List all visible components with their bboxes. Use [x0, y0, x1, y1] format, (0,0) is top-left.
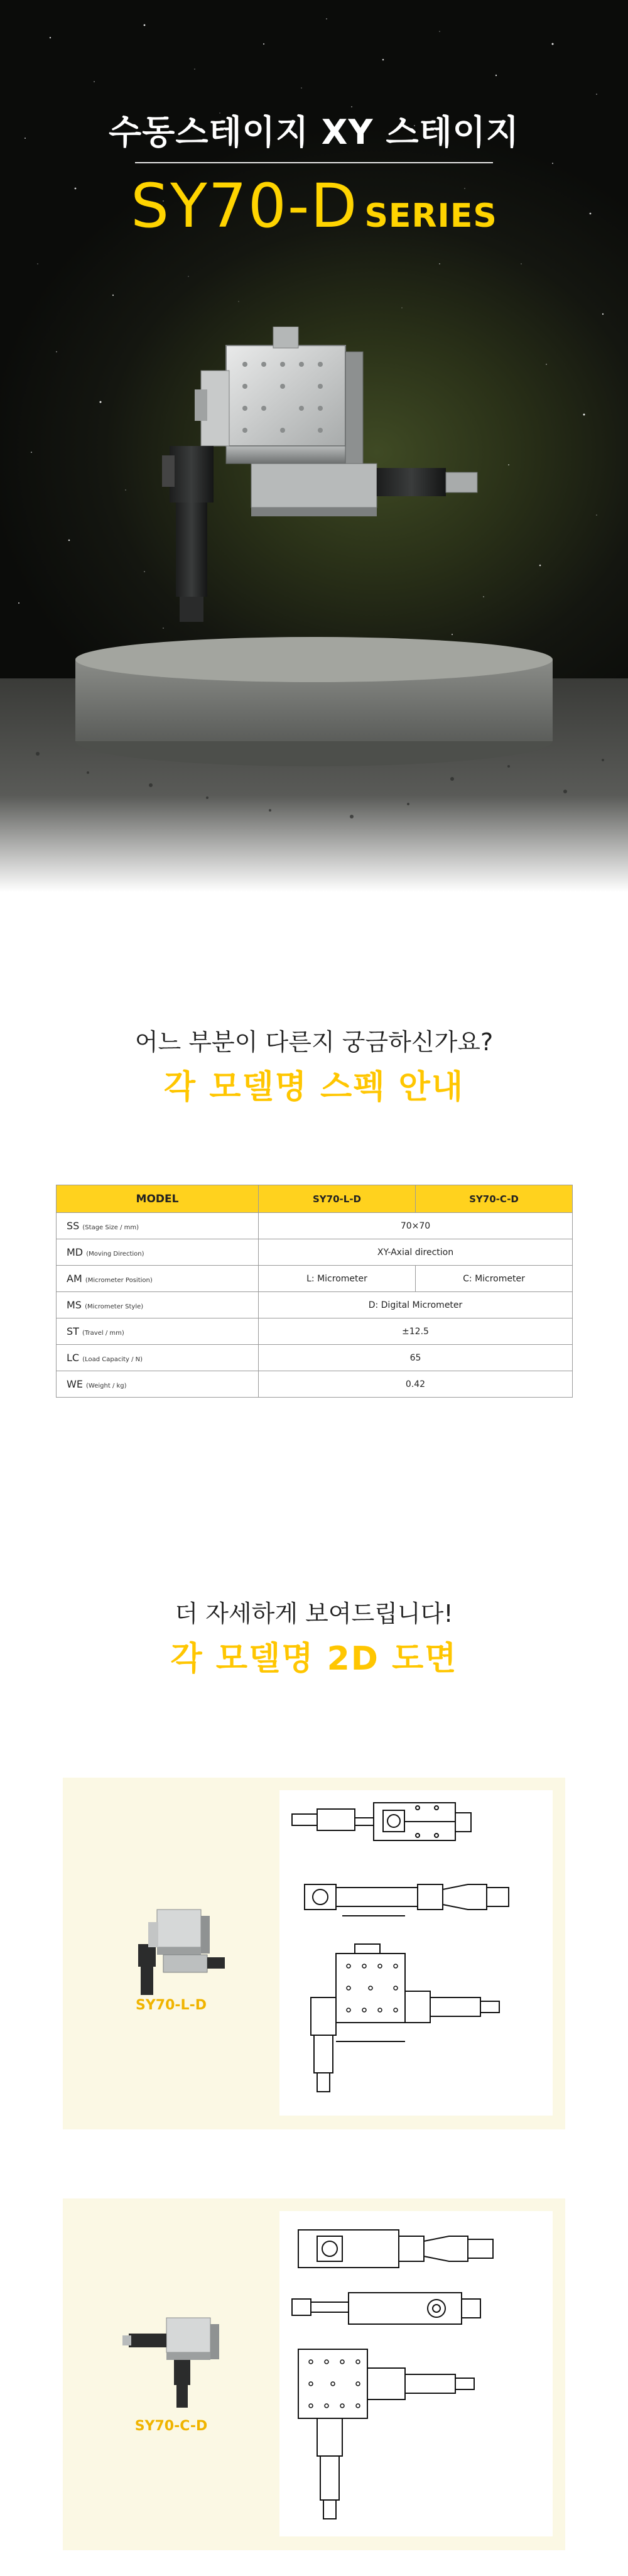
card-label: SY70-L-D — [136, 1997, 207, 2013]
drawing-section-question: 더 자세하게 보여드립니다! — [175, 1600, 453, 1628]
spec-code: SS — [67, 1220, 80, 1232]
spec-code: ST — [67, 1325, 79, 1337]
spec-header-sy70-c-d: SY70-C-D — [416, 1185, 573, 1213]
product-thumbnail-sy70-l-d — [126, 1903, 226, 1997]
spec-value: ±12.5 — [259, 1318, 573, 1345]
spec-desc: (Micrometer Style) — [85, 1303, 144, 1310]
spec-label — [57, 1345, 259, 1371]
table-row — [57, 1239, 573, 1266]
spec-value: 70×70 — [259, 1213, 573, 1239]
spec-label — [57, 1266, 259, 1292]
spec-section-heading: 각 모델명 스펙 안내 — [163, 1068, 465, 1106]
drawing-card-sy70-l-d — [63, 1778, 565, 2129]
hero-title-model: SY70-D — [131, 171, 359, 241]
table-row — [57, 1371, 573, 1398]
spec-desc: (Stage Size / mm) — [82, 1224, 139, 1231]
hero-banner — [0, 0, 628, 892]
spec-code: WE — [67, 1378, 83, 1390]
spec-desc: (Moving Direction) — [86, 1251, 144, 1258]
2d-drawing-sy70-c-d — [279, 2211, 553, 2536]
spec-code: AM — [67, 1273, 82, 1285]
product-thumbnail-sy70-c-d — [122, 2299, 229, 2412]
spec-desc: (Weight / kg) — [86, 1383, 127, 1389]
spec-label — [57, 1318, 259, 1345]
card-label: SY70-C-D — [134, 2418, 208, 2434]
spec-value: 0.42 — [259, 1371, 573, 1398]
hero-title-series: SERIES — [364, 197, 497, 235]
spec-code: LC — [67, 1352, 80, 1364]
spec-desc: (Load Capacity / N) — [82, 1356, 143, 1363]
xy-stage-product-image — [157, 327, 484, 641]
2d-drawing-sy70-l-d — [279, 1790, 553, 2116]
hero-subtitle: 수동스테이지 XY 스테이지 — [109, 112, 519, 152]
spec-code: MD — [67, 1246, 84, 1258]
spec-desc: (Travel / mm) — [82, 1330, 124, 1337]
spec-value: 65 — [259, 1345, 573, 1371]
spec-value: XY-Axial direction — [259, 1239, 573, 1266]
spec-header-sy70-l-d: SY70-L-D — [259, 1185, 416, 1213]
drawing-card-sy70-c-d — [63, 2198, 565, 2550]
spec-label — [57, 1292, 259, 1318]
table-row — [57, 1213, 573, 1239]
table-row — [57, 1345, 573, 1371]
spec-value-c: C: Micrometer — [416, 1266, 573, 1292]
spec-table-header-row — [57, 1185, 573, 1213]
spec-value-l: L: Micrometer — [259, 1266, 416, 1292]
hero-divider — [135, 162, 493, 163]
table-row — [57, 1266, 573, 1292]
spec-code: MS — [67, 1299, 82, 1311]
table-row — [57, 1318, 573, 1345]
spec-table — [56, 1185, 573, 1398]
hero-title — [0, 171, 628, 241]
spec-section-question: 어느 부분이 다른지 궁금하신가요? — [134, 1028, 494, 1056]
drawing-section-heading: 각 모델명 2D 도면 — [170, 1640, 458, 1678]
spec-header-model: MODEL — [57, 1185, 259, 1213]
spec-value: D: Digital Micrometer — [259, 1292, 573, 1318]
display-pedestal — [0, 628, 628, 892]
table-row — [57, 1292, 573, 1318]
spec-label — [57, 1213, 259, 1239]
spec-desc: (Micrometer Position) — [85, 1277, 153, 1284]
spec-label — [57, 1371, 259, 1398]
spec-label — [57, 1239, 259, 1266]
